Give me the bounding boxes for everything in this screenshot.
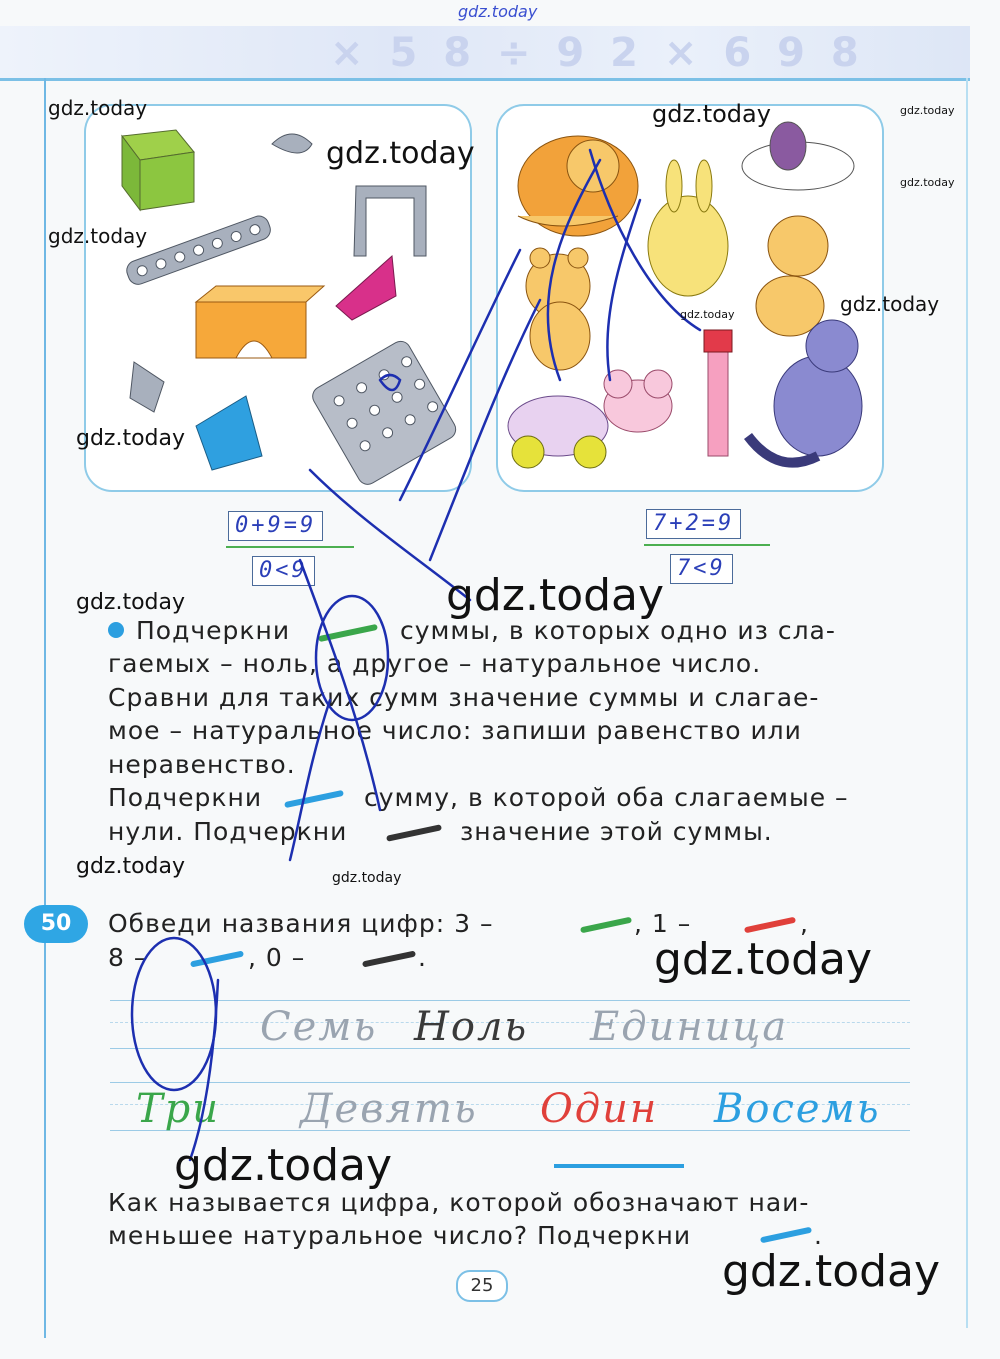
- green-pencil-icon: [318, 624, 378, 642]
- black-pencil-icon: [362, 950, 416, 967]
- watermark: gdz.today: [76, 854, 186, 879]
- task-line-1b: суммы, в которых одно из сла-: [400, 616, 836, 645]
- watermark: gdz.today: [326, 136, 475, 171]
- task-line-7b: значение этой суммы.: [460, 817, 773, 846]
- left-sum-underline: [226, 546, 354, 548]
- exercise50-line-2a: 8 –: [108, 943, 148, 972]
- word-nine[interactable]: Девять: [300, 1086, 478, 1132]
- left-compare-inequality[interactable]: 0<9: [252, 556, 315, 586]
- watermark: gdz.today: [840, 292, 940, 316]
- task-line-7a: нули. Подчеркни: [108, 817, 348, 846]
- copybook-line: [110, 1000, 910, 1001]
- exercise50-line-1a: Обведи названия цифр: 3 –: [108, 909, 494, 938]
- watermark: gdz.today: [722, 1246, 941, 1297]
- banner-digits-decoration: × 5 8 ÷ 9 2 × 6 9 8: [330, 30, 865, 76]
- task-line-6b: сумму, в которой оба слагаемые –: [364, 783, 849, 812]
- page-number: 25: [456, 1270, 508, 1302]
- exercise-number-badge: 50: [24, 905, 88, 943]
- red-pencil-icon: [744, 917, 796, 934]
- right-sum-equation[interactable]: 7+2=9: [646, 509, 741, 539]
- task-line-3: Сравни для таких сумм значение суммы и слагае-: [108, 683, 820, 712]
- left-margin-rule: [44, 78, 46, 1338]
- header-link[interactable]: gdz.today: [458, 2, 538, 21]
- right-margin-rule: [966, 78, 968, 1328]
- green-pencil-icon: [580, 917, 632, 934]
- watermark: gdz.today: [652, 100, 771, 128]
- watermark: gdz.today: [76, 426, 186, 451]
- watermark: gdz.today: [900, 104, 955, 117]
- word-three[interactable]: Три: [136, 1086, 221, 1132]
- blue-pencil-icon: [190, 950, 244, 967]
- exercise50-line-2c: .: [418, 943, 427, 972]
- exercise50-line-2b: , 0 –: [248, 943, 306, 972]
- watermark: gdz.today: [900, 176, 955, 189]
- question-line-2: меньшее натуральное число? Подчеркни: [108, 1221, 692, 1250]
- answer-underline: [554, 1164, 684, 1168]
- watermark: gdz.today: [680, 308, 735, 321]
- word-seven[interactable]: Семь: [260, 1004, 378, 1050]
- word-one-unit[interactable]: Единица: [590, 1004, 789, 1050]
- black-pencil-icon: [386, 824, 442, 842]
- toys-drawing: [498, 106, 882, 490]
- blue-pencil-icon: [760, 1227, 812, 1244]
- task-line-2: гаемых – ноль, а другое – натуральное число.: [108, 649, 762, 678]
- task-line-5: неравенство.: [108, 750, 296, 779]
- watermark: gdz.today: [174, 1140, 393, 1191]
- exercise50-line-1c: ,: [800, 909, 809, 938]
- task-line-6a: Подчеркни: [108, 783, 263, 812]
- word-zero[interactable]: Ноль: [414, 1004, 529, 1050]
- exercise50-line-1b: , 1 –: [634, 909, 692, 938]
- blue-pencil-icon: [284, 790, 344, 808]
- task-line-4: мое – натуральное число: запиши равенство или: [108, 716, 802, 745]
- left-sum-equation[interactable]: 0+9=9: [228, 511, 323, 541]
- right-sum-underline: [644, 544, 770, 546]
- question-line-2-end: .: [814, 1221, 823, 1250]
- toys-illustration: [496, 104, 884, 492]
- watermark: gdz.today: [48, 224, 148, 248]
- right-compare-inequality[interactable]: 7<9: [670, 554, 733, 584]
- watermark: gdz.today: [48, 96, 148, 120]
- task-line-1a: Подчеркни: [136, 616, 291, 645]
- word-eight[interactable]: Восемь: [714, 1086, 881, 1132]
- copybook-line: [110, 1082, 910, 1083]
- word-one[interactable]: Один: [540, 1086, 659, 1132]
- watermark: gdz.today: [332, 870, 402, 886]
- decorative-banner: [0, 26, 970, 81]
- watermark: gdz.today: [654, 934, 873, 985]
- task-bullet-icon: [108, 622, 124, 638]
- watermark: gdz.today: [76, 590, 186, 615]
- question-line-1: Как называется цифра, которой обозначают наи-: [108, 1188, 810, 1217]
- watermark: gdz.today: [446, 570, 665, 621]
